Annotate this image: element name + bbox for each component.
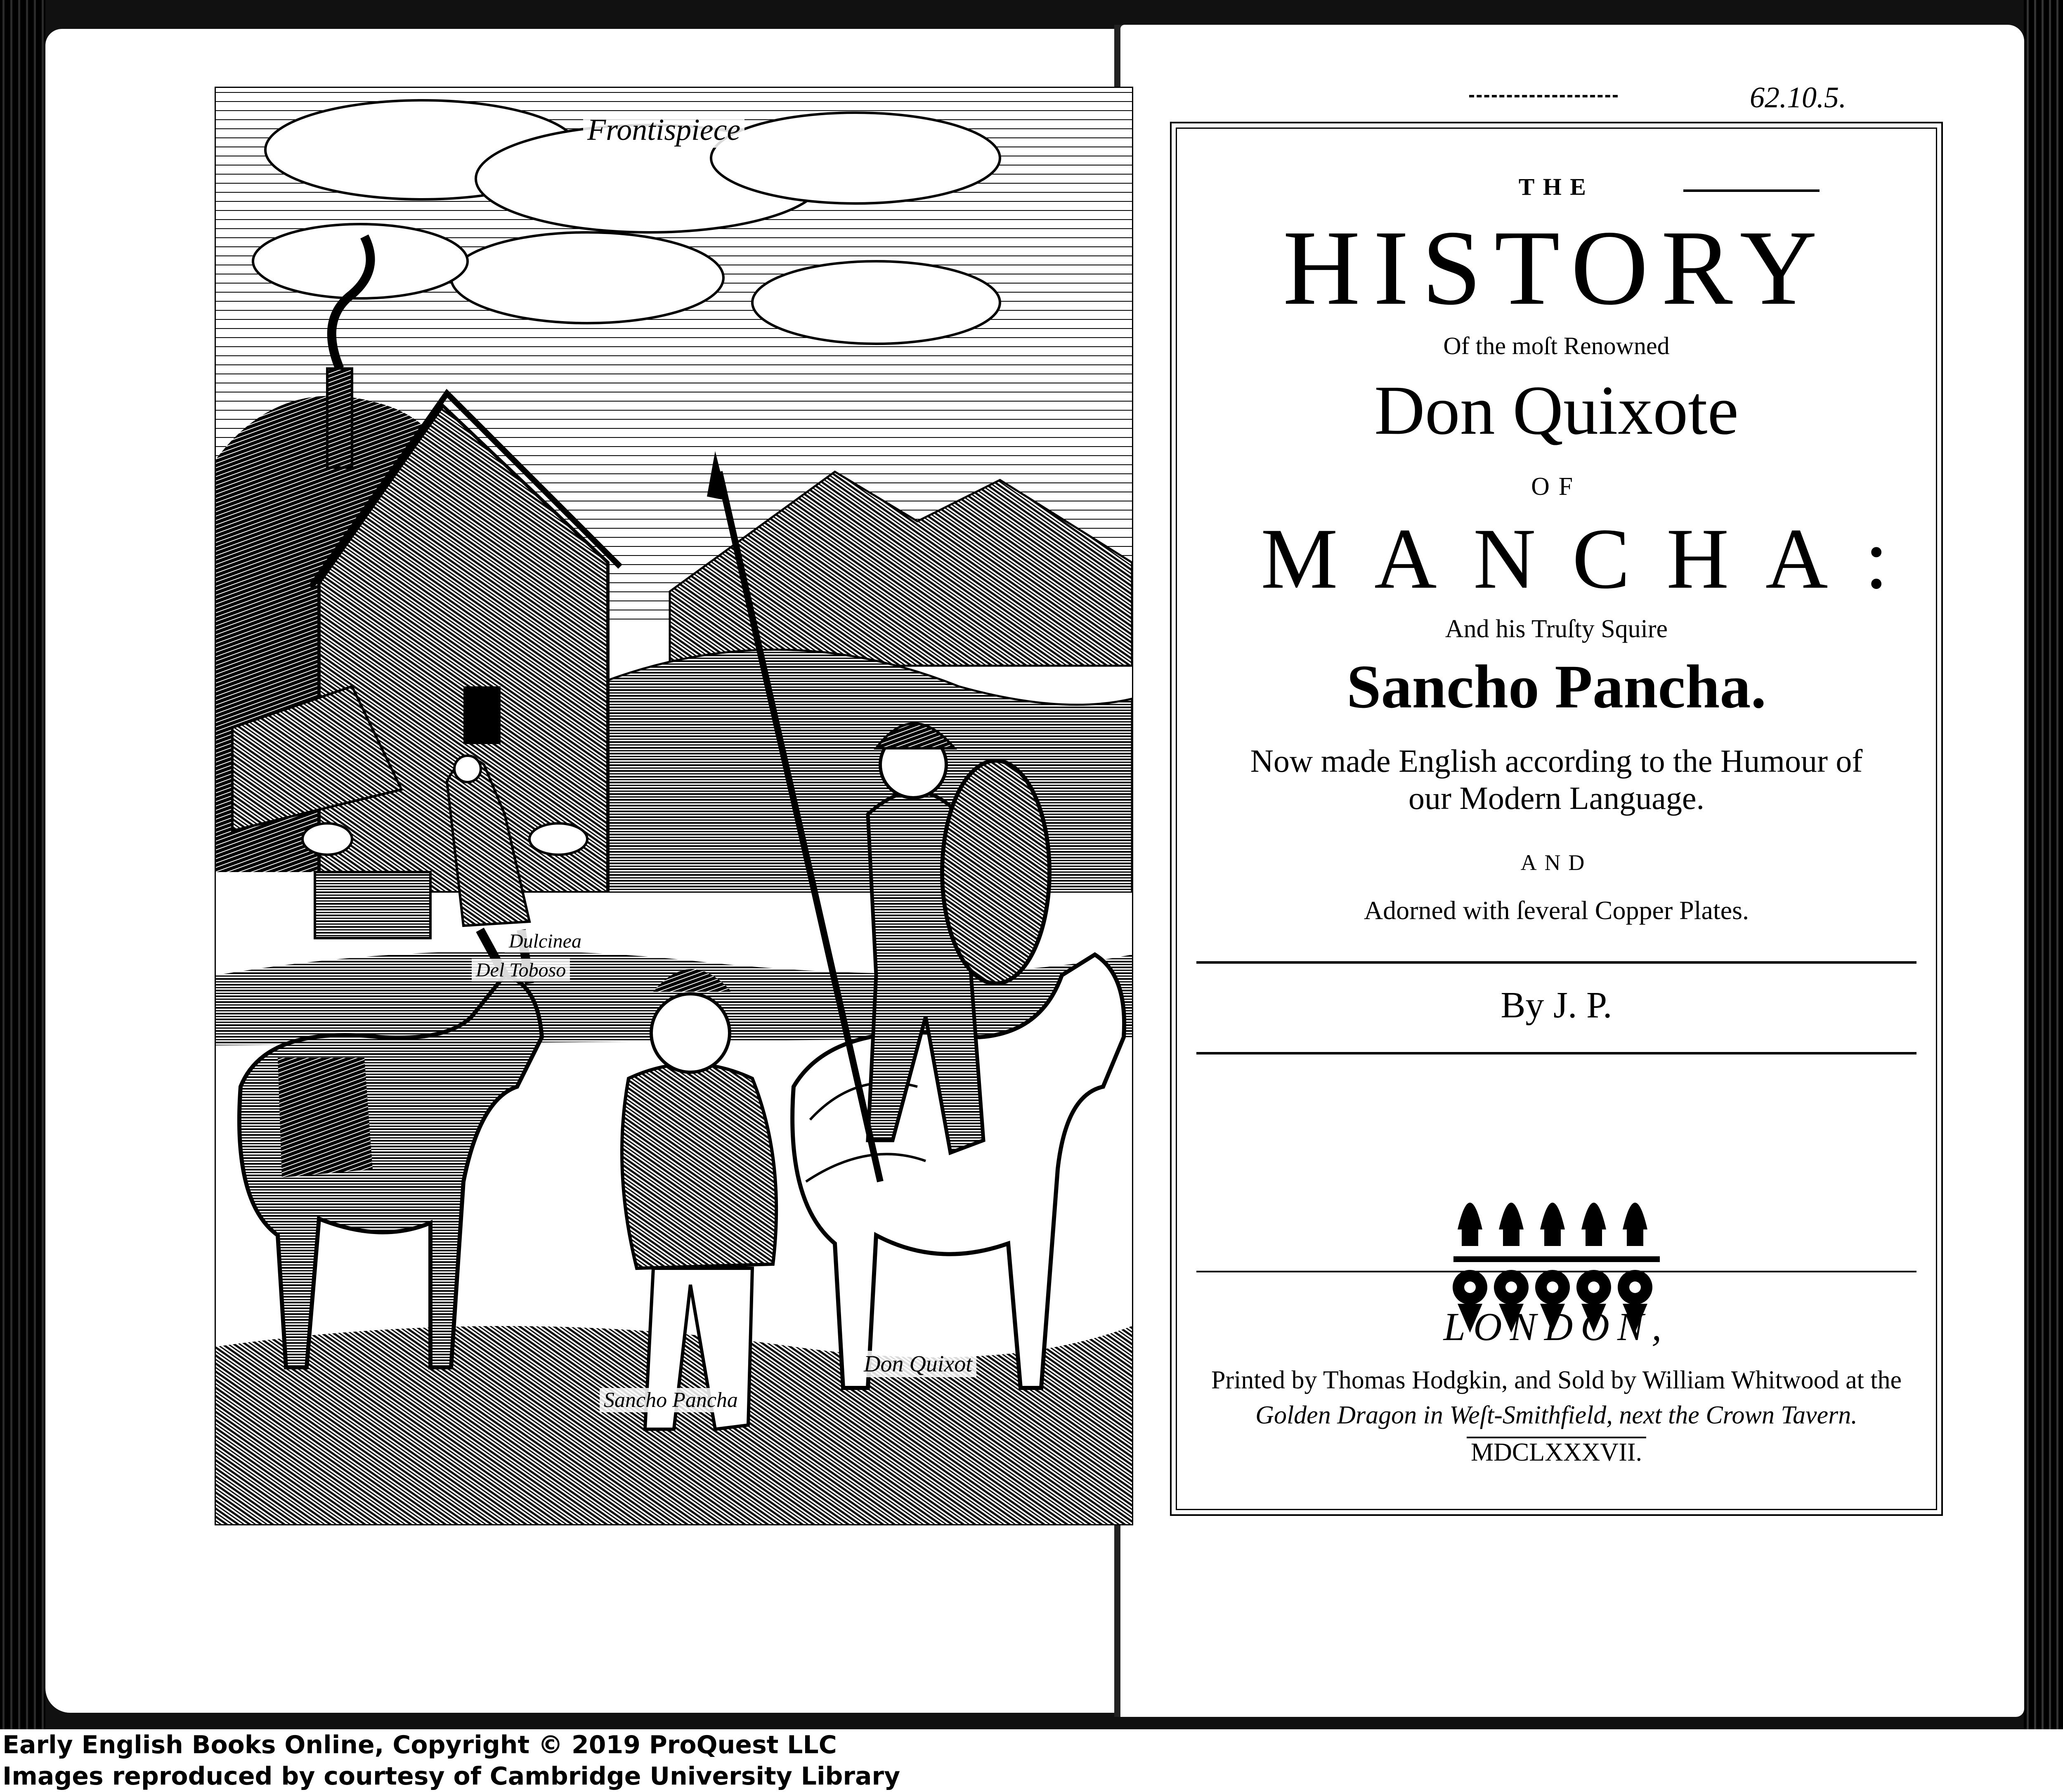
label-dulcinea: Dulcinea <box>505 930 586 953</box>
label-del-toboso: Del Toboso <box>472 959 570 981</box>
title-by-author: By J. P. <box>1501 985 1612 1026</box>
book-edge-left <box>0 0 45 1729</box>
frontispiece-engraving <box>215 87 1133 1525</box>
engraving-illustration <box>216 88 1132 1524</box>
imprint-year <box>1172 1438 1941 1467</box>
title-of-most-renowned: Of the moſt Renowned <box>1443 332 1670 359</box>
title-history: HISTORY <box>1283 208 1830 327</box>
footer-copyright: Early English Books Online, Copyright © 2019 ProQuest LLC <box>2 1731 837 1759</box>
title-of: OF <box>1531 473 1582 501</box>
title-now-made-line1: Now made English according to the Humour of <box>1250 743 1863 779</box>
title-scribble <box>1683 177 1820 192</box>
label-don-quixot: Don Quixot <box>860 1351 976 1377</box>
title-don-quixote: Don Quixote <box>1374 371 1739 449</box>
rule-middle <box>1196 1052 1916 1054</box>
imprint-line1: Printed by Thomas Hodgkin, and Sold by William Whitwood at the <box>1211 1366 1902 1394</box>
title-adorned: Adorned with ſeveral Copper Plates. <box>1364 896 1749 925</box>
imprint-year-text: MDCLXXXVII. <box>1467 1437 1646 1466</box>
frontispiece-heading: Frontispiece <box>583 113 744 148</box>
imprint-london: LONDON, <box>1443 1305 1670 1349</box>
rule-upper <box>1196 961 1916 964</box>
title-and: AND <box>1520 850 1593 875</box>
title-now-made-line2: our Modern Language. <box>1408 780 1704 816</box>
label-sancho-pancha: Sancho Pancha <box>600 1388 742 1412</box>
imprint-line2: Golden Dragon in Weſt-Smithfield, next the Crown Tavern. <box>1255 1401 1857 1429</box>
footer-courtesy: Images reproduced by courtesy of Cambridge University Library <box>2 1762 900 1791</box>
title-trusty-squire: And his Truſty Squire <box>1445 615 1668 643</box>
title-the: THE <box>1518 173 1595 200</box>
footer <box>0 1729 2063 1792</box>
title-mancha: MANCHA: <box>1261 511 1925 607</box>
title-sancho-pancha: Sancho Pancha. <box>1347 652 1766 721</box>
title-page-frame <box>1170 122 1943 1516</box>
manuscript-scribble <box>1469 78 1618 97</box>
manuscript-shelfmark: 62.10.5. <box>1750 81 1846 114</box>
rule-lower <box>1196 1271 1916 1272</box>
book-edge-right <box>2024 0 2063 1729</box>
